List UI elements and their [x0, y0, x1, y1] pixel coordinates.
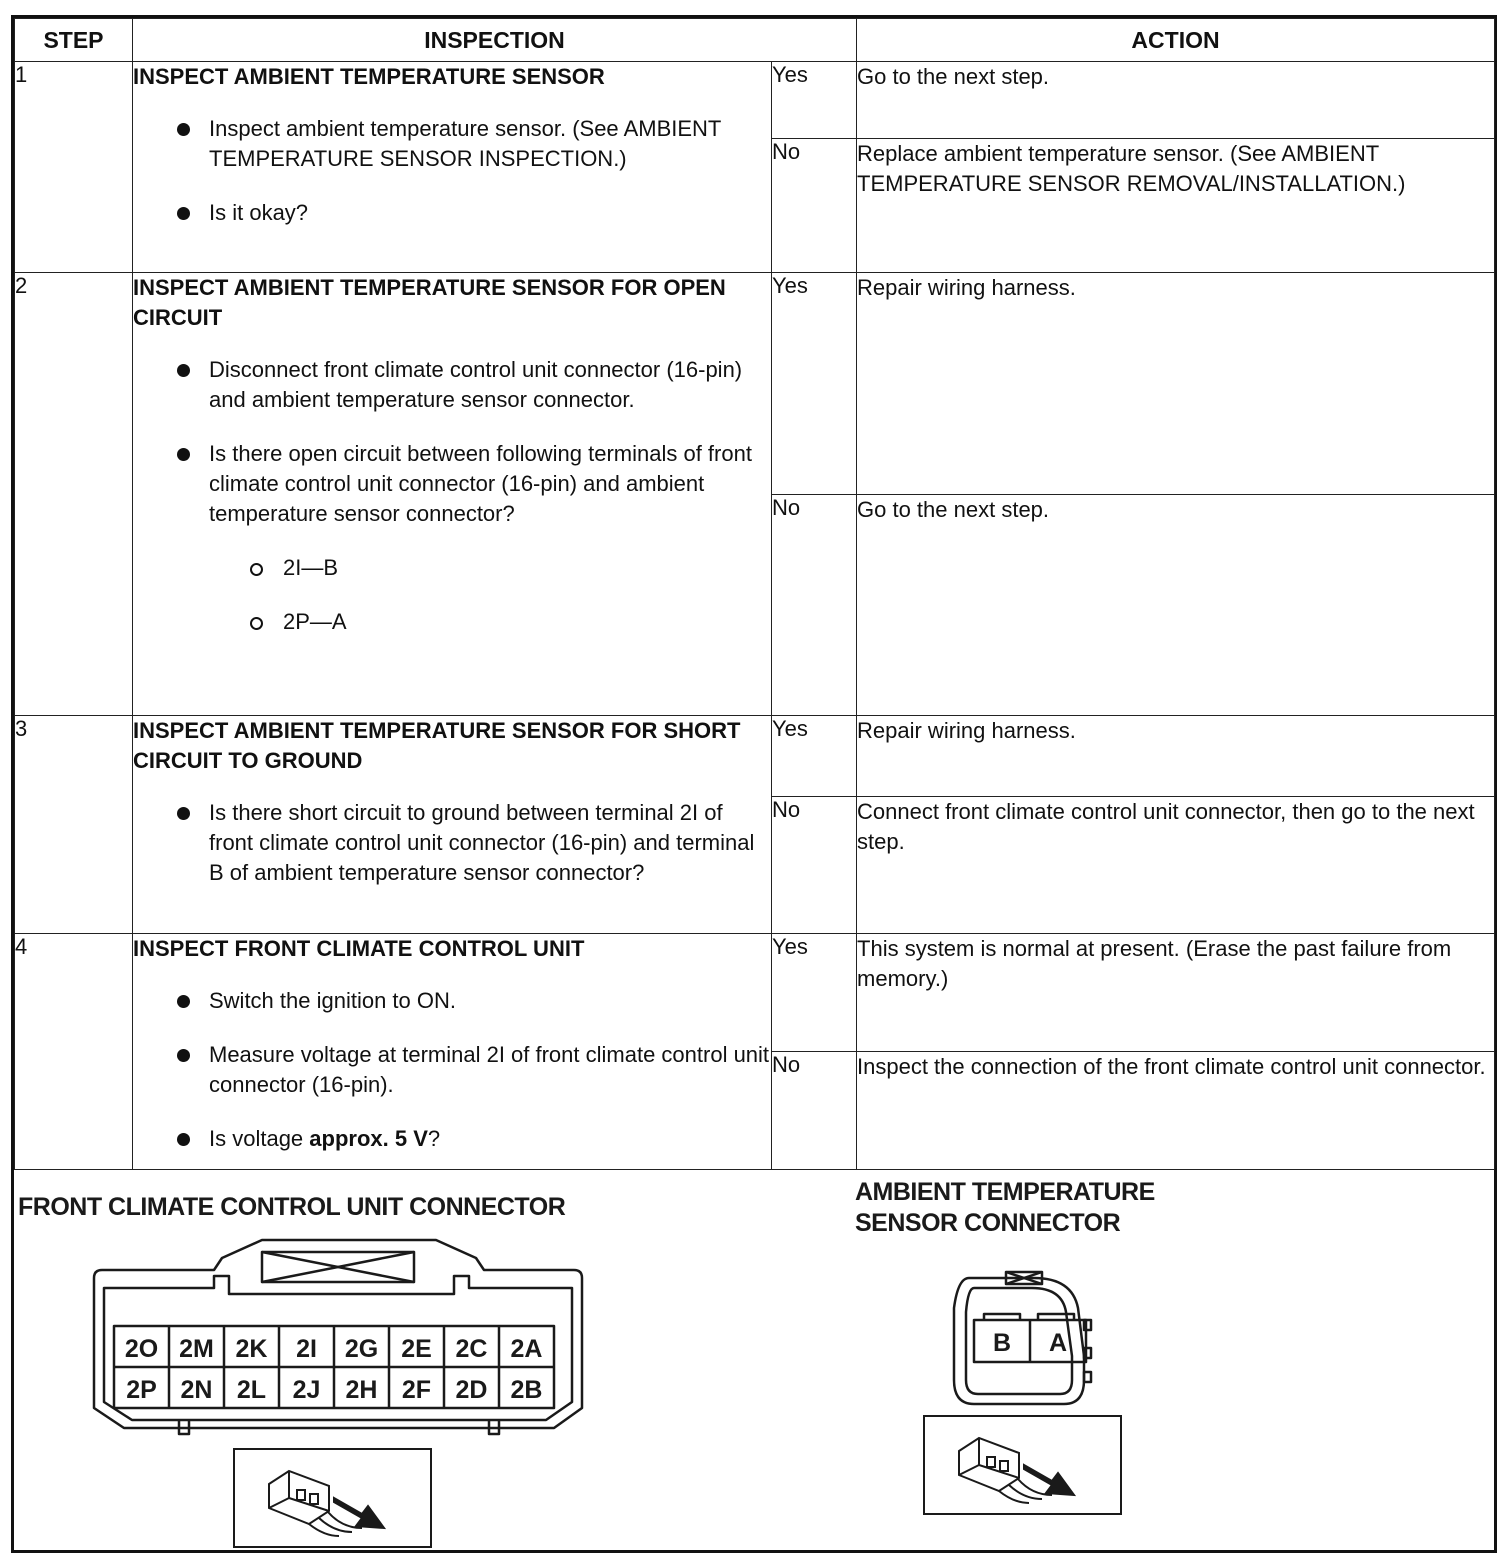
- circle-bullet-icon: [250, 563, 263, 576]
- bullet-dot-icon: [177, 123, 190, 136]
- circle-bullet-icon: [250, 617, 263, 630]
- sub-item: 2P—A: [133, 607, 771, 637]
- yes-action: Repair wiring harness.: [857, 273, 1495, 495]
- sensor-connector-caption: AMBIENT TEMPERATURE SENSOR CONNECTOR: [855, 1178, 1155, 1237]
- no-action: Replace ambient temperature sensor. (See AMBIENT TEMPERATURE SENSOR REMOVAL/INSTALLATION.): [857, 139, 1495, 273]
- bullet-dot-icon: [177, 807, 190, 820]
- bullet-item: Inspect ambient temperature sensor. (See AMBIENT TEMPERATURE SENSOR INSPECTION.): [133, 114, 771, 174]
- terminal-2L: 2L: [236, 1376, 267, 1404]
- bullet-dot-icon: [177, 1133, 190, 1146]
- front-connector-diagram: [84, 1236, 594, 1551]
- bullet-item: Is voltage approx. 5 V?: [133, 1124, 771, 1154]
- no-label: No: [772, 797, 857, 934]
- sub-item: 2I—B: [133, 553, 771, 583]
- no-action: Inspect the connection of the front climate control unit connector.: [857, 1052, 1495, 1170]
- step-row: [15, 934, 1495, 1052]
- step-title: INSPECT AMBIENT TEMPERATURE SENSOR: [133, 64, 605, 89]
- step-inspection: [133, 62, 772, 273]
- header-action: ACTION: [857, 19, 1495, 62]
- terminal-2J: 2J: [292, 1376, 321, 1404]
- header-inspection: INSPECTION: [133, 19, 857, 62]
- no-label: No: [772, 139, 857, 273]
- terminal-2E: 2E: [401, 1335, 432, 1363]
- yes-label: Yes: [772, 62, 857, 139]
- terminal-B: B: [992, 1329, 1012, 1357]
- terminal-2H: 2H: [345, 1376, 378, 1404]
- terminal-2M: 2M: [179, 1335, 214, 1363]
- bullet-item: Switch the ignition to ON.: [133, 986, 771, 1016]
- terminal-2B: 2B: [510, 1376, 543, 1404]
- no-action: Connect front climate control unit connector, then go to the next step.: [857, 797, 1495, 934]
- terminal-2C: 2C: [455, 1335, 488, 1363]
- bullet-item: Measure voltage at terminal 2I of front climate control unit connector (16-pin).: [133, 1040, 771, 1100]
- yes-label: Yes: [772, 716, 857, 797]
- step-row: [15, 62, 1495, 139]
- header-row: [15, 19, 1495, 62]
- bullet-dot-icon: [177, 448, 190, 461]
- bullet-dot-icon: [177, 364, 190, 377]
- harness-side-view-icon: [924, 1416, 1121, 1514]
- yes-label: Yes: [772, 273, 857, 495]
- bullet-item: Is there short circuit to ground between terminal 2I of front climate control unit connector (16-pin) and terminal B of ambient temperature sensor connector?: [133, 798, 771, 888]
- terminal-2O: 2O: [124, 1335, 159, 1363]
- step-number: 1: [15, 62, 133, 273]
- step-inspection: [133, 273, 772, 716]
- no-action: Go to the next step.: [857, 495, 1495, 716]
- bullet-item: Is there open circuit between following terminals of front climate control unit connector (16-pin) and ambient temperature sensor connector?: [133, 439, 771, 529]
- terminal-2A: 2A: [510, 1335, 543, 1363]
- header-step: STEP: [15, 19, 133, 62]
- bullet-item: Disconnect front climate control unit connector (16-pin) and ambient temperature sensor connector.: [133, 355, 771, 415]
- step-title: INSPECT FRONT CLIMATE CONTROL UNIT: [133, 936, 585, 961]
- document-frame: [11, 15, 1497, 1553]
- step-number: 3: [15, 716, 133, 934]
- step-number: 4: [15, 934, 133, 1170]
- terminal-2F: 2F: [401, 1376, 432, 1404]
- bullet-item: Is it okay?: [133, 198, 771, 228]
- no-label: No: [772, 1052, 857, 1170]
- yes-action: Repair wiring harness.: [857, 716, 1495, 797]
- step-number: 2: [15, 273, 133, 716]
- step-inspection: [133, 934, 772, 1170]
- terminal-2G: 2G: [344, 1335, 379, 1363]
- sensor-connector-diagram: [914, 1258, 1129, 1518]
- step-inspection: [133, 716, 772, 934]
- terminal-2I: 2I: [296, 1335, 317, 1363]
- bullet-dot-icon: [177, 995, 190, 1008]
- yes-action: This system is normal at present. (Erase the past failure from memory.): [857, 934, 1495, 1052]
- step-row: [15, 716, 1495, 797]
- step-title: INSPECT AMBIENT TEMPERATURE SENSOR FOR SHORT CIRCUIT TO GROUND: [133, 718, 741, 773]
- step-title: INSPECT AMBIENT TEMPERATURE SENSOR FOR OPEN CIRCUIT: [133, 275, 726, 330]
- yes-action: Go to the next step.: [857, 62, 1495, 139]
- bullet-dot-icon: [177, 1049, 190, 1062]
- front-connector-caption: FRONT CLIMATE CONTROL UNIT CONNECTOR: [18, 1193, 566, 1221]
- terminal-A: A: [1048, 1329, 1068, 1357]
- terminal-2D: 2D: [455, 1376, 488, 1404]
- no-label: No: [772, 495, 857, 716]
- troubleshooting-table: [14, 18, 1495, 1170]
- terminal-2N: 2N: [180, 1376, 213, 1404]
- harness-side-view-icon: [234, 1449, 431, 1547]
- terminal-2K: 2K: [235, 1335, 268, 1363]
- terminal-2P: 2P: [126, 1376, 157, 1404]
- bullet-dot-icon: [177, 207, 190, 220]
- yes-label: Yes: [772, 934, 857, 1052]
- step-row: [15, 273, 1495, 495]
